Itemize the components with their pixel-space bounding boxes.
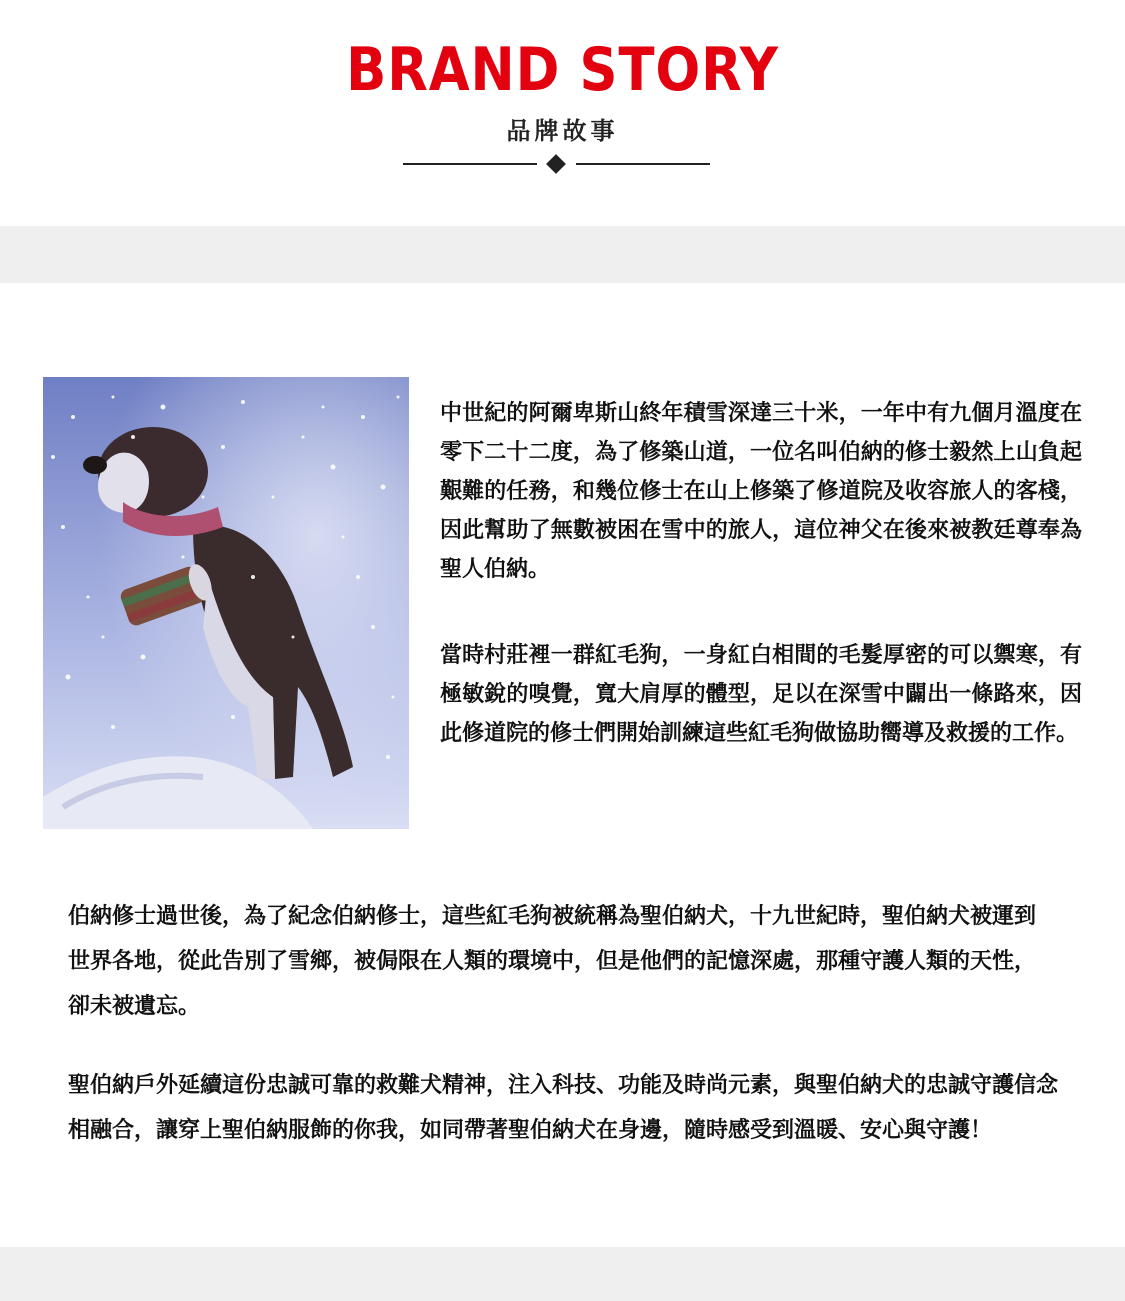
bottom-gray-band [0,1247,1125,1301]
brand-story-title: BRAND STORY [346,35,779,105]
story-paragraph-2: 當時村莊裡一群紅毛狗，一身紅白相間的毛髮厚密的可以禦寒，有極敏銳的嗅覺，寬大肩厚的體型，足以在深雪中闢出一條路來，因此修道院的修士們開始訓練這些紅毛狗做協助嚮導及救援的工作。 [440,643,1082,746]
story-paragraph-3: 伯納修士過世後，為了紀念伯納修士，這些紅毛狗被統稱為聖伯納犬，十九世紀時，聖伯納犬被運到世界各地，從此告別了雪鄉，被侷限在人類的環境中，但是他們的記憶深處，那種守護人類的天性，卻未被遺忘。 [68,904,1037,1019]
brand-story-subtitle: 品牌故事 [506,117,619,145]
top-gray-band [0,226,1125,283]
divider-line-left [403,163,537,165]
divider-line-right [576,163,710,165]
st-bernard-snow-photo [43,377,409,829]
story-paragraph-1: 中世紀的阿爾卑斯山終年積雪深達三十米，一年中有九個月溫度在零下二十二度，為了修築山道，一位名叫伯納的修士毅然上山負起艱難的任務，和幾位修士在山上修築了修道院及收容旅人的客棧，因此幫助了無數被困在雪中的旅人，這位神父在後來被教廷尊奉為聖人伯納。 [440,401,1082,582]
story-paragraph-4: 聖伯納戶外延續這份忠誠可靠的救難犬精神，注入科技、功能及時尚元素，與聖伯納犬的忠誠守護信念相融合，讓穿上聖伯納服飾的你我，如同帶著聖伯納犬在身邊，隨時感受到溫暖、安心與守護！ [68,1073,1059,1143]
diamond-icon [546,154,566,174]
title-divider [403,154,710,174]
